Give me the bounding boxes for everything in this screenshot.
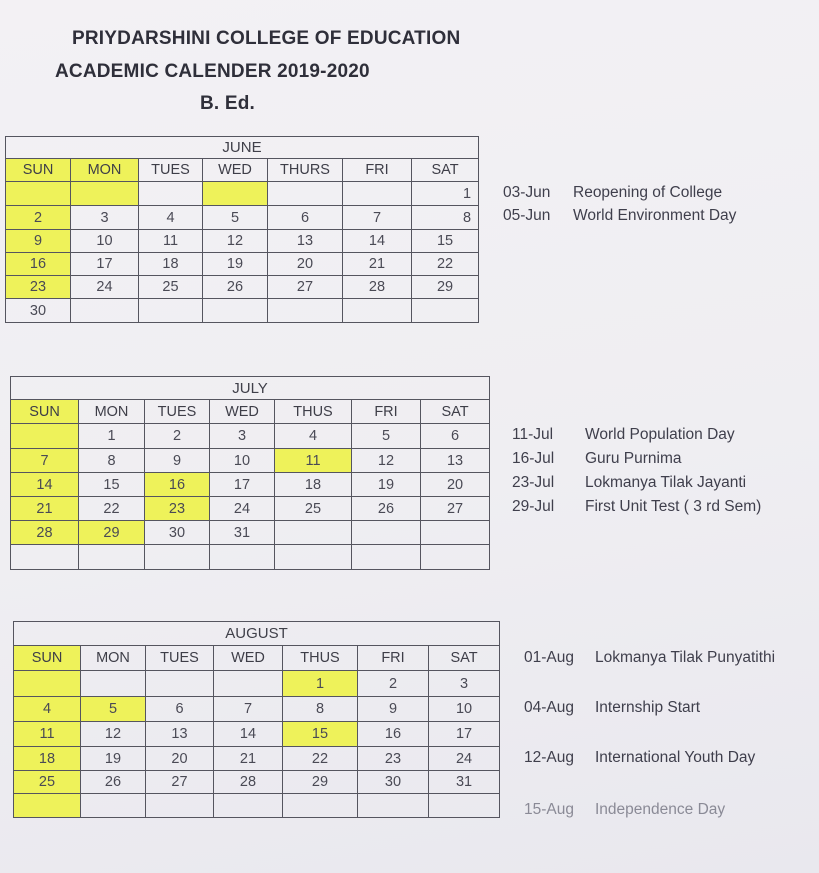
course-title: B. Ed. [200,93,256,114]
day-header: MON [71,159,139,182]
month-title-august: AUGUST [14,622,500,646]
date-cell: 12 [203,230,268,253]
date-cell: 20 [146,747,214,771]
day-header: FRI [358,646,429,671]
date-cell: 6 [421,424,490,449]
day-header: SUN [6,159,71,182]
event-item [503,184,722,202]
event-name: Guru Purnima [585,450,682,467]
date-cell: 11 [14,722,81,747]
event-date: 01-Aug [524,649,574,666]
date-cell: 7 [343,206,412,230]
date-cell: 9 [358,697,429,722]
date-cell: 29 [412,276,479,299]
date-cell [210,545,275,570]
date-cell [11,545,79,570]
date-cell: 27 [421,497,490,521]
date-cell: 17 [71,253,139,276]
event-item [512,450,681,468]
date-cell: 27 [268,276,343,299]
event-item [512,426,735,444]
date-cell: 22 [283,747,358,771]
date-cell: 4 [14,697,81,722]
date-cell: 20 [268,253,343,276]
date-cell: 24 [71,276,139,299]
date-cell: 29 [79,521,145,545]
date-cell: 22 [79,497,145,521]
event-name: Internship Start [595,699,701,716]
date-cell: 3 [429,671,500,697]
date-cell: 1 [412,182,479,206]
month-title-july: JULY [11,377,490,400]
date-cell: 20 [421,473,490,497]
date-cell: 6 [146,697,214,722]
date-cell [268,182,343,206]
date-cell [146,671,214,697]
date-cell: 3 [210,424,275,449]
date-cell: 7 [11,449,79,473]
date-cell: 8 [283,697,358,722]
date-cell [71,182,139,206]
date-cell [145,545,210,570]
date-cell [412,299,479,323]
date-cell: 28 [214,771,283,794]
date-cell: 5 [81,697,146,722]
college-name: PRIYDARSHINI COLLEGE OF EDUCATION [72,28,461,49]
date-cell: 25 [139,276,203,299]
date-cell: 15 [283,722,358,747]
date-cell: 31 [210,521,275,545]
date-cell: 14 [343,230,412,253]
date-cell: 26 [352,497,421,521]
date-cell [11,424,79,449]
date-cell: 4 [139,206,203,230]
date-cell [352,545,421,570]
date-cell: 5 [352,424,421,449]
day-header: SAT [429,646,500,671]
date-cell [283,794,358,818]
july-calendar-table [10,376,490,570]
date-cell: 13 [146,722,214,747]
date-cell [421,545,490,570]
date-cell: 8 [412,206,479,230]
date-cell [429,794,500,818]
day-header: TUES [146,646,214,671]
date-cell: 24 [429,747,500,771]
date-cell: 17 [429,722,500,747]
event-name: World Population Day [585,426,735,443]
date-cell: 21 [11,497,79,521]
event-date: 11-Jul [512,426,554,443]
day-header: WED [214,646,283,671]
event-item [524,749,755,767]
event-date: 03-Jun [503,184,551,201]
date-cell [352,521,421,545]
date-cell: 16 [6,253,71,276]
date-cell: 8 [79,449,145,473]
date-cell [343,182,412,206]
date-cell: 26 [203,276,268,299]
event-item [503,207,736,225]
date-cell [71,299,139,323]
date-cell: 1 [79,424,145,449]
date-cell: 1 [283,671,358,697]
date-cell: 19 [352,473,421,497]
date-cell [275,521,352,545]
calendar-title: ACADEMIC CALENDER 2019-2020 [55,61,370,82]
date-cell: 30 [145,521,210,545]
date-cell: 5 [203,206,268,230]
date-cell: 24 [210,497,275,521]
date-cell [139,182,203,206]
day-header: FRI [352,400,421,424]
date-cell: 16 [358,722,429,747]
event-item [512,474,746,492]
date-cell: 26 [81,771,146,794]
date-cell [146,794,214,818]
date-cell: 10 [71,230,139,253]
event-date: 16-Jul [512,450,555,467]
event-date: 23-Jul [512,474,555,491]
date-cell: 2 [6,206,71,230]
event-name: First Unit Test ( 3 rd Sem) [585,498,762,515]
day-header: TUES [145,400,210,424]
date-cell: 18 [275,473,352,497]
event-item [524,649,775,667]
date-cell [343,299,412,323]
date-cell: 22 [412,253,479,276]
date-cell: 18 [14,747,81,771]
event-date: 04-Aug [524,699,574,716]
event-item [512,498,761,516]
date-cell: 30 [6,299,71,323]
day-header: THUS [275,400,352,424]
date-cell: 25 [14,771,81,794]
event-name: Lokmanya Tilak Jayanti [585,474,747,491]
date-cell: 14 [11,473,79,497]
date-cell [268,299,343,323]
event-name: Independence Day [595,801,726,818]
date-cell [81,671,146,697]
date-cell [214,794,283,818]
date-cell: 2 [358,671,429,697]
date-cell: 23 [145,497,210,521]
event-date: 05-Jun [503,207,551,224]
date-cell: 17 [210,473,275,497]
date-cell: 21 [214,747,283,771]
day-header: THURS [268,159,343,182]
day-header: WED [210,400,275,424]
day-header: SAT [421,400,490,424]
date-cell [275,545,352,570]
event-date: 15-Aug [524,801,574,818]
date-cell: 2 [145,424,210,449]
day-header: MON [81,646,146,671]
event-item [524,699,700,717]
date-cell [6,182,71,206]
event-date: 29-Jul [512,498,555,515]
date-cell: 31 [429,771,500,794]
august-calendar-table [13,621,500,818]
date-cell: 11 [275,449,352,473]
month-title-june: JUNE [6,137,479,159]
date-cell: 13 [268,230,343,253]
date-cell: 28 [11,521,79,545]
date-cell: 23 [6,276,71,299]
event-item [524,801,725,819]
date-cell [421,521,490,545]
date-cell [214,671,283,697]
date-cell: 12 [81,722,146,747]
day-header: THUS [283,646,358,671]
date-cell [358,794,429,818]
date-cell [14,794,81,818]
date-cell: 28 [343,276,412,299]
date-cell: 18 [139,253,203,276]
event-name: International Youth Day [595,749,756,766]
date-cell: 10 [210,449,275,473]
day-header: FRI [343,159,412,182]
date-cell: 6 [268,206,343,230]
event-name: Lokmanya Tilak Punyatithi [595,649,776,666]
june-calendar-table [5,136,479,323]
day-header: SUN [11,400,79,424]
day-header: SUN [14,646,81,671]
date-cell: 25 [275,497,352,521]
day-header: WED [203,159,268,182]
date-cell: 11 [139,230,203,253]
date-cell: 16 [145,473,210,497]
date-cell: 27 [146,771,214,794]
date-cell: 4 [275,424,352,449]
day-header: SAT [412,159,479,182]
date-cell: 12 [352,449,421,473]
date-cell [203,182,268,206]
date-cell: 15 [412,230,479,253]
event-name: World Environment Day [573,207,737,224]
date-cell: 13 [421,449,490,473]
date-cell: 10 [429,697,500,722]
date-cell [81,794,146,818]
date-cell: 14 [214,722,283,747]
date-cell: 23 [358,747,429,771]
date-cell: 21 [343,253,412,276]
date-cell: 9 [6,230,71,253]
date-cell: 19 [81,747,146,771]
event-date: 12-Aug [524,749,574,766]
date-cell [139,299,203,323]
date-cell [14,671,81,697]
date-cell: 9 [145,449,210,473]
date-cell [79,545,145,570]
day-header: TUES [139,159,203,182]
day-header: MON [79,400,145,424]
event-name: Reopening of College [573,184,723,201]
date-cell [203,299,268,323]
date-cell: 29 [283,771,358,794]
date-cell: 19 [203,253,268,276]
date-cell: 7 [214,697,283,722]
date-cell: 3 [71,206,139,230]
date-cell: 15 [79,473,145,497]
date-cell: 30 [358,771,429,794]
